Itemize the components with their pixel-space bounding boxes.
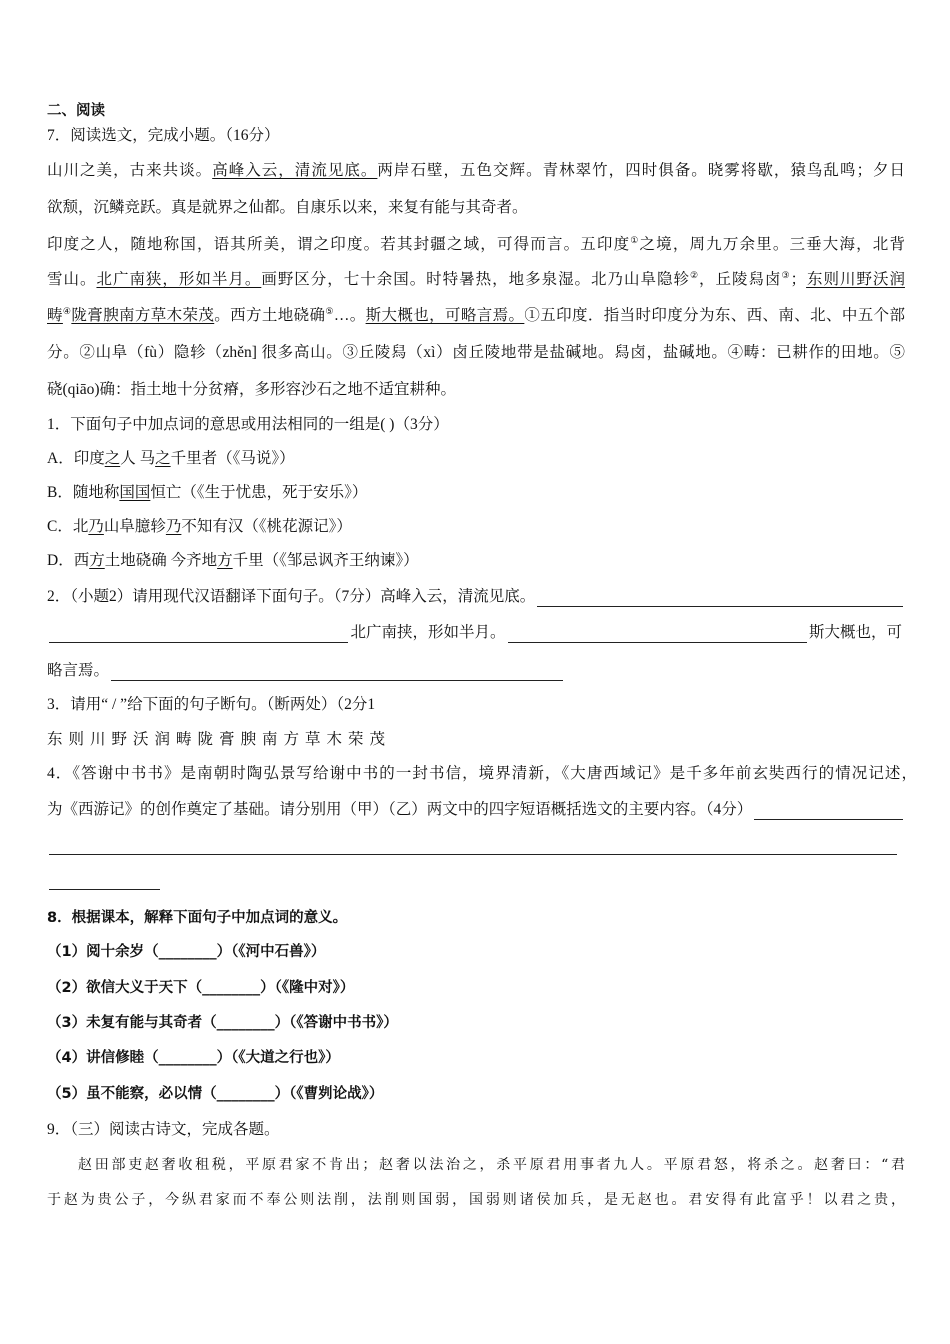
underlined-text: 高峰入云，清流见底。 <box>212 162 378 179</box>
question-9 <box>47 1120 280 1140</box>
option-d <box>47 551 419 571</box>
text-segment: 东则川野沃润畴陇膏腴南方草木荣茂 <box>47 731 392 748</box>
text-segment: A．印度 <box>47 450 105 467</box>
answer-blank <box>111 665 563 681</box>
question-8-item <box>47 942 325 962</box>
text-segment: （1）阅十余岁（________）（《河中石兽》） <box>47 944 326 960</box>
footnote-marker: ③ <box>781 269 791 280</box>
note-line <box>47 380 456 400</box>
question-8-item <box>47 1084 383 1104</box>
answer-line <box>47 870 162 890</box>
question-8 <box>47 908 347 928</box>
text-segment: 两岸石壁，五色交辉。青林翠竹，四时俱备。晓雾将歇，猿鸟乱鸣；夕日 <box>377 162 905 179</box>
footnote-marker: ② <box>689 269 700 280</box>
text-segment: 略言焉。 <box>47 662 110 679</box>
question-7-title <box>47 126 280 146</box>
underlined-text: 之 <box>104 450 121 467</box>
text-segment: C．北 <box>47 518 89 535</box>
text-segment: 二、阅读 <box>47 103 105 119</box>
answer-blank <box>537 591 903 607</box>
underlined-text: 方 <box>217 552 233 569</box>
text-segment: 。西方土地硗确 <box>214 307 326 324</box>
underlined-text: 畴 <box>47 307 63 324</box>
text-segment: B．随地称 <box>47 484 120 501</box>
question-3 <box>47 695 375 715</box>
text-segment: 2．（小题2）请用现代汉语翻译下面句子。（7分）高峰入云，清流见底。 <box>47 588 536 605</box>
question-1 <box>47 415 449 435</box>
text-segment: 千里者（《马说》） <box>170 450 295 467</box>
text-segment: 4．《答谢中书书》是南朝时陶弘景写给谢中书的一封书信，境界清新，《大唐西域记》是千多年前玄奘西行的情况记述， <box>47 765 917 782</box>
question-4 <box>47 764 917 784</box>
footnote-marker: ④ <box>62 305 72 316</box>
footnote-marker: ① <box>630 234 640 245</box>
answer-blank <box>508 627 807 643</box>
answer-line <box>47 835 899 855</box>
text-segment: ①五印度．指当时印度分为东、西、南、北、中五个部 <box>524 307 905 324</box>
text-segment: 土地硗确 今齐地 <box>104 552 218 569</box>
underlined-text: 之 <box>155 450 171 467</box>
passage-line <box>47 306 905 326</box>
underlined-text: 斯大概也，可略言焉。 <box>365 307 525 324</box>
text-segment: 人 马 <box>120 450 156 467</box>
passage-line <box>47 270 905 290</box>
text-segment: D．西 <box>47 552 90 569</box>
passage-line <box>47 161 905 181</box>
section-heading <box>47 101 105 121</box>
text-segment: 8．根据课本，解释下面句子中加点词的意义。 <box>47 910 348 926</box>
underlined-text: 陇膏腴南方草木荣茂 <box>71 307 215 324</box>
passage-line <box>47 235 905 255</box>
text-segment: 印度之人，随地称国，语其所美，谓之印度。若其封疆之域，可得而言。五印度 <box>47 236 631 253</box>
text-segment: （5）虽不能察，必以情（________）（《曹刿论战》） <box>47 1086 384 1102</box>
question-8-item <box>47 978 354 998</box>
text-segment: 3．请用“ / ”给下面的句子断句。（断两处）（2分1 <box>47 696 376 713</box>
answer-blank <box>49 627 348 643</box>
underlined-text: 北广南狭，形如半月。 <box>96 271 262 288</box>
question-8-item <box>47 1048 340 1068</box>
text-segment: 山川之美，古来共谈。 <box>47 162 213 179</box>
text-segment: （3）未复有能与其奇者（________）（《答谢中书书》） <box>47 1015 398 1031</box>
underlined-text: 乃 <box>88 518 104 535</box>
question-2-line <box>47 661 565 681</box>
note-line <box>47 343 905 363</box>
question-4-line <box>47 800 905 820</box>
text-segment: 硗(qiāo)确：指土地十分贫瘠，多形容沙石之地不适宜耕种。 <box>47 381 457 398</box>
text-segment: 分。②山阜（fù）隐轸（zhěn] 很多高山。③丘陵舄（xì）卤丘陵地带是盐碱地。舄卤，盐碱地。④畴：已耕作的田地。⑤ <box>47 344 905 361</box>
answer-blank <box>49 874 160 890</box>
text-segment: 画野区分，七十余国。时特暑热，地多泉湿。北乃山阜隐轸 <box>261 271 690 288</box>
text-segment: 雪山。 <box>47 271 97 288</box>
text-segment: 赵田部吏赵奢收租税，平原君家不肯出；赵奢以法治之，杀平原君用事者九人。平原君怒，将杀之。赵奢曰：“君 <box>78 1157 905 1173</box>
text-segment: ，丘陵舄卤 <box>699 271 782 288</box>
option-c <box>47 517 352 537</box>
text-segment: 于赵为贵公子，今纵君家而不奉公则法削，法削则国弱，国弱则诸侯加兵，是无赵也。君安得有此富乎！以君之贵， <box>47 1192 905 1208</box>
underlined-text: 方 <box>89 552 105 569</box>
footnote-marker: ⑤ <box>325 305 334 316</box>
classical-text-line <box>47 1190 905 1210</box>
text-segment: 1．下面句子中加点词的意思或用法相同的一组是( )（3分） <box>47 416 449 433</box>
text-segment: 不知有汉（《桃花源记》） <box>181 518 352 535</box>
text-segment: ； <box>790 271 807 288</box>
text-segment: 为《西游记》的创作奠定了基础。请分别用（甲）（乙）两文中的四字短语概括选文的主要内容。（4分） <box>47 801 753 818</box>
text-segment: 斯大概也，可 <box>808 624 902 641</box>
question-2-line <box>47 623 902 643</box>
text-segment: …。 <box>333 307 366 324</box>
underlined-text: 国国 <box>119 484 151 501</box>
text-segment: （4）讲信修睦（________）（《大道之行也》） <box>47 1050 340 1066</box>
text-segment: 9．（三）阅读古诗文，完成各题。 <box>47 1121 280 1138</box>
underlined-text: 东则川野沃润 <box>806 271 905 288</box>
answer-blank <box>754 804 903 820</box>
question-3-sentence <box>47 730 391 750</box>
underlined-text: 乃 <box>165 518 182 535</box>
answer-blank <box>49 839 897 855</box>
text-segment: 北广南挟，形如半月。 <box>350 624 506 641</box>
text-segment: 之境，周九万余里。三垂大海，北背 <box>639 236 905 253</box>
passage-line <box>47 198 528 218</box>
question-8-item <box>47 1013 398 1033</box>
text-segment: 千里（《邹忌讽齐王纳谏》） <box>232 552 419 569</box>
option-b <box>47 483 367 503</box>
text-segment: 山阜臆轸 <box>103 518 166 535</box>
text-segment: （2）欲信大义于天下（________）（《隆中对》） <box>47 980 355 996</box>
text-segment: 恒亡（《生于忧患，死于安乐》） <box>150 484 368 501</box>
text-segment: 欲颓，沉鳞竞跃。真是就界之仙都。自康乐以来，来复有能与其奇者。 <box>47 199 528 216</box>
classical-text-line <box>78 1155 905 1175</box>
question-2 <box>47 587 905 607</box>
text-segment: 7．阅读选文，完成小题。（16分） <box>47 127 280 144</box>
option-a <box>47 449 295 469</box>
